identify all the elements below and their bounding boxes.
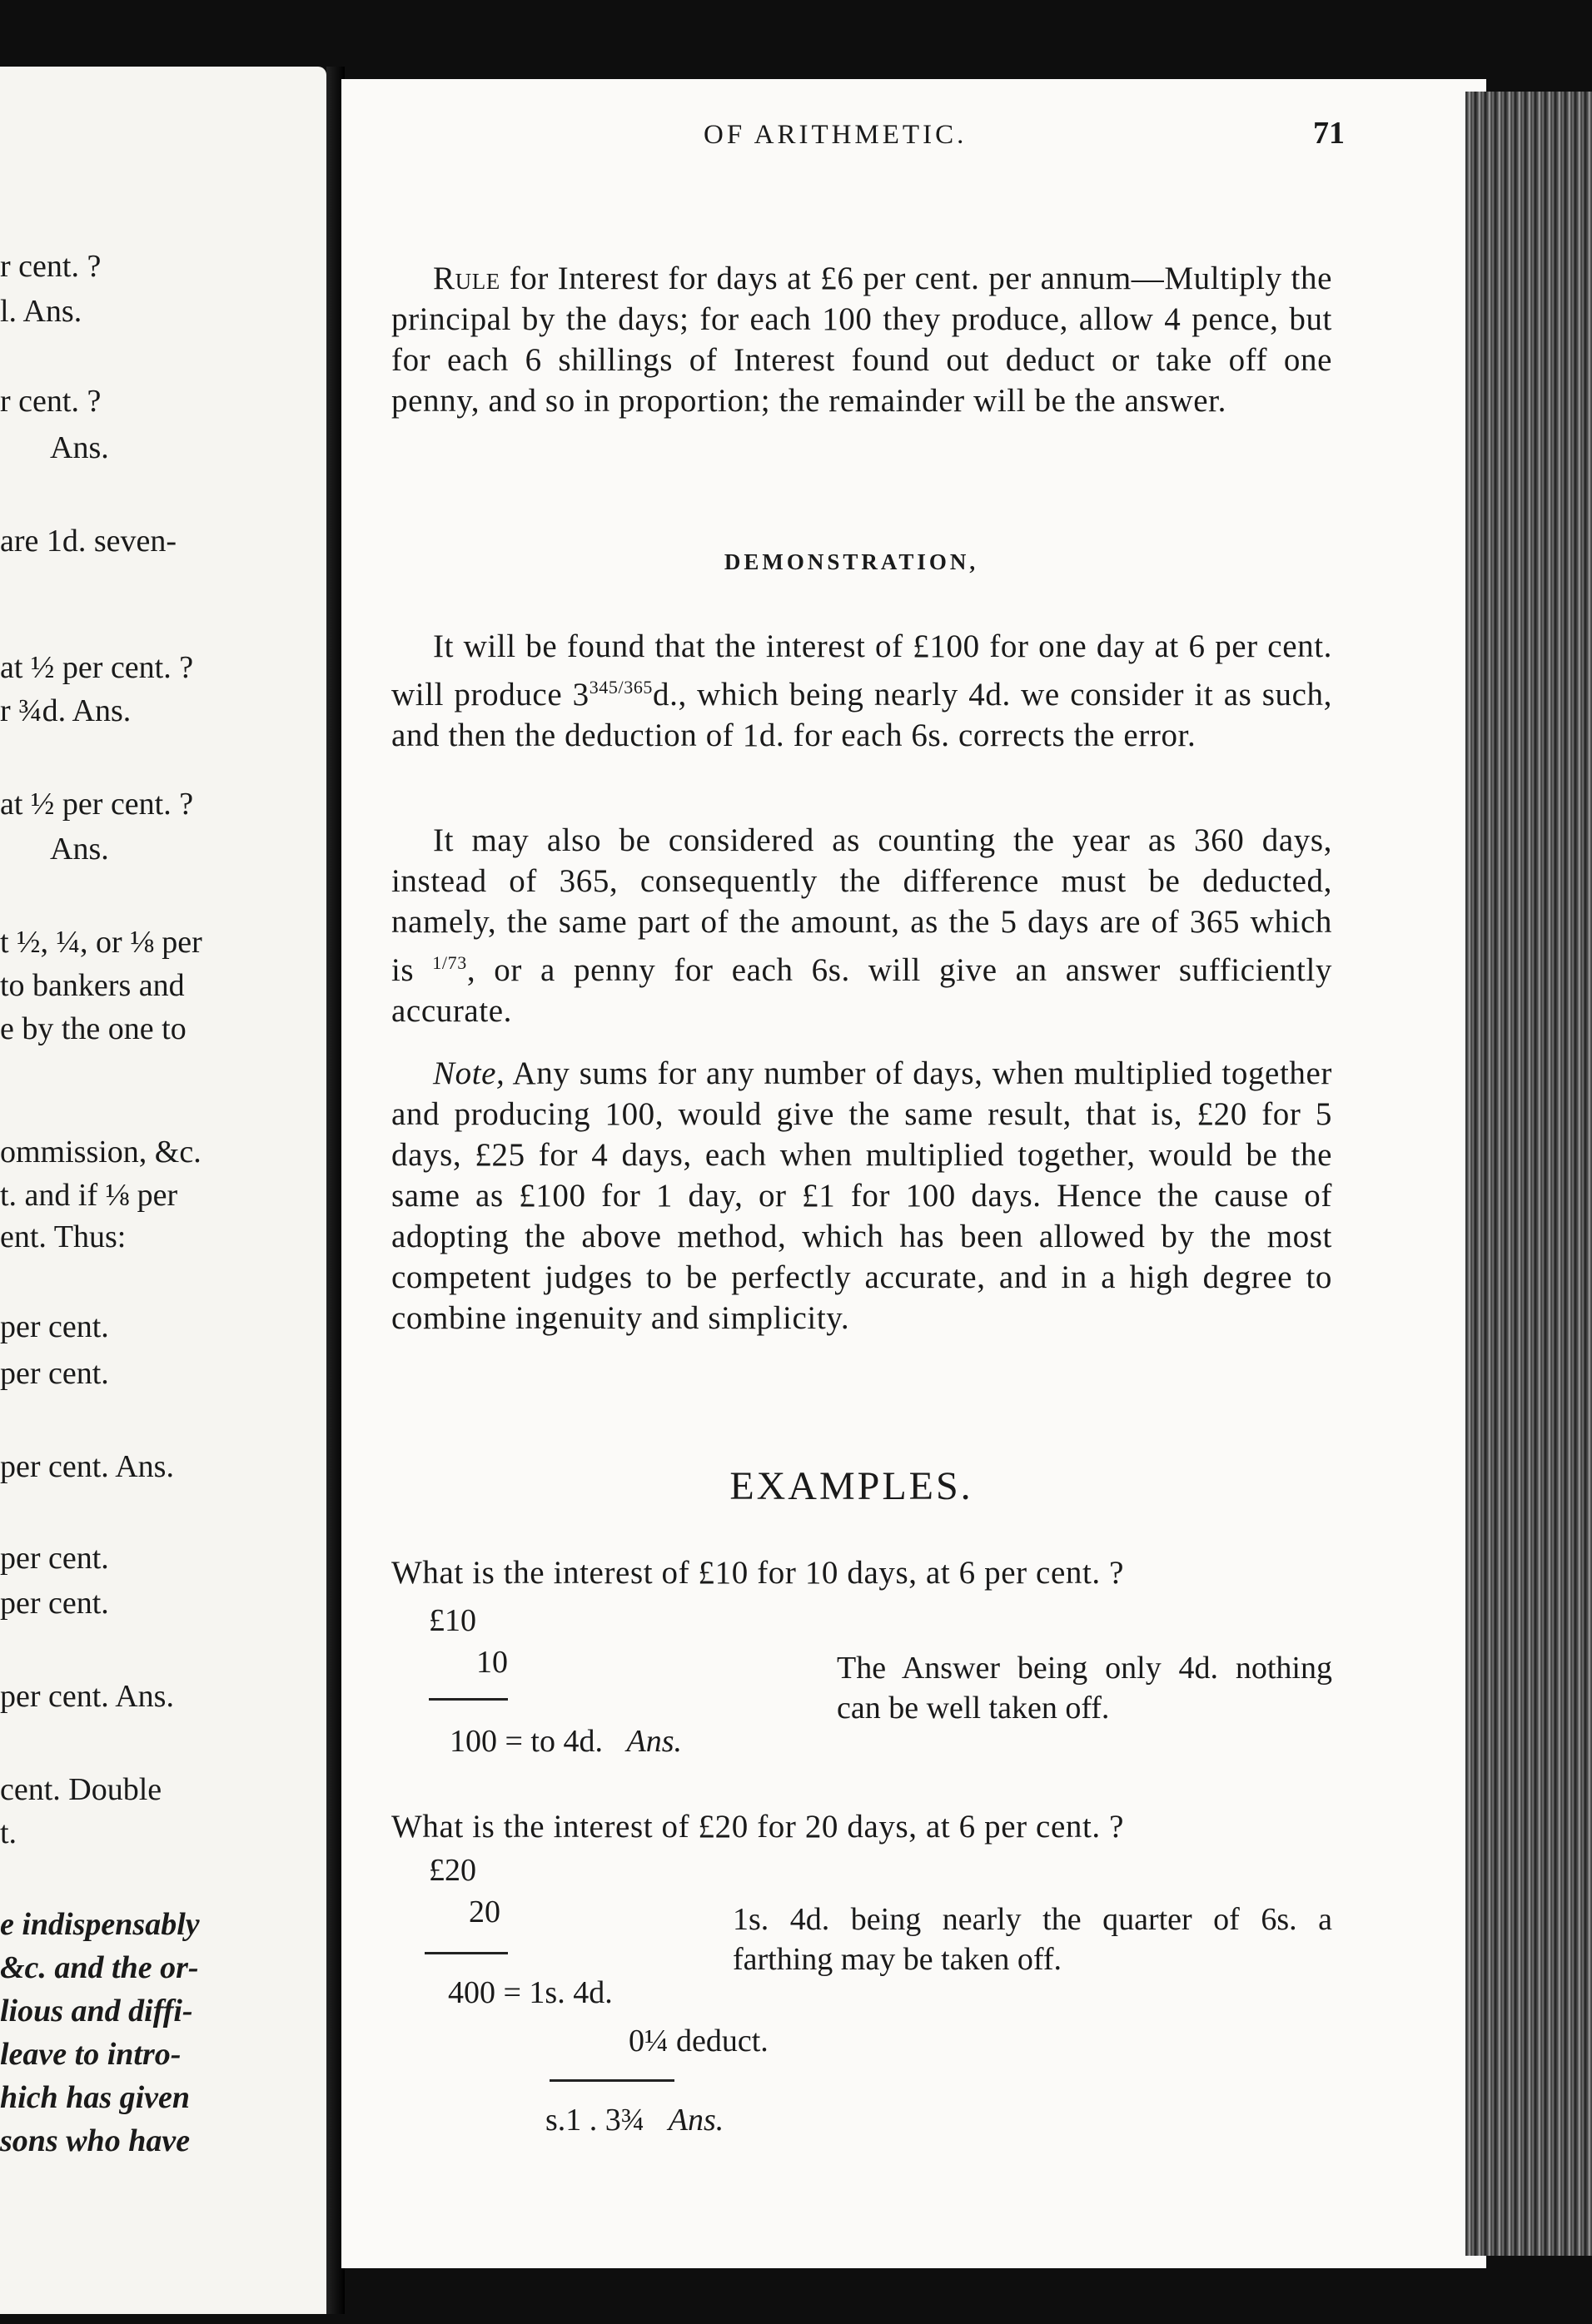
note-text: Any sums for any number of days, when multiplied together and producing 100, would give the same result, that is, £20 for 5 days, £25 for 4 days, each when multiplied together, would be the same as £100 for 1 day, or £1 for 100 days. Hence the cause of adopting the above method, which has been allowed by the most competent judges to be perfectly accurate, and in a high degree to combine ingenuity and simplicity. [391, 1055, 1332, 1336]
rule-text: for Interest for days at £6 per cent. per annum—Multiply the principal by the days; for each 100 they produce, allow 4 pence, but for each 6 shillings of Interest found out deduct or take off one penny, and so in proportion; the remainder will be the answer. [391, 261, 1332, 419]
left-page-line: at ½ per cent. ? [0, 787, 194, 822]
left-page-line: cent. Double [0, 1772, 162, 1807]
left-page-line: ent. Thus: [0, 1219, 127, 1254]
calc-line [425, 1952, 508, 1954]
example-2-question [391, 1806, 1332, 1847]
left-page-line: e by the one to [0, 1011, 187, 1046]
left-page [0, 67, 326, 2314]
fraction: 1/73 [432, 952, 467, 973]
example-1-principal: £10 [429, 1603, 476, 1638]
answer-label: Ans. [626, 1724, 682, 1759]
left-page-line: t ½, ¼, or ⅛ per [0, 925, 202, 960]
left-page-line: r cent. ? [0, 384, 102, 419]
example-2-final [545, 2102, 724, 2138]
example-1-days: 10 [476, 1645, 508, 1680]
example-2-question-text: What is the interest of £20 for 20 days, at 6 per cent. ? [391, 1809, 1125, 1845]
fraction: 345/365 [589, 677, 654, 698]
left-page-line: per cent. [0, 1586, 109, 1621]
demonstration-paragraph-2 [391, 820, 1332, 1031]
left-page-line: &c. and the or- [0, 1950, 199, 1985]
calc-line [550, 2079, 674, 2082]
left-page-line: lious and diffi- [0, 1994, 193, 2029]
calc-line [429, 1698, 508, 1701]
page-header [358, 115, 1345, 151]
example-1-result-value: 100 = to 4d. [450, 1724, 603, 1759]
example-2-note: 1s. 4d. being nearly the quarter of 6s. a farthing may be taken off. [733, 1902, 1332, 1977]
left-page-line: to bankers and [0, 968, 185, 1003]
left-page-line: at ½ per cent. ? [0, 650, 194, 685]
rule-lead: Rule [433, 261, 500, 296]
demo-p1-b: d., which being nearly 4d. we consider it as such, and then the deduction of 1d. for each 6s. corrects the error. [391, 677, 1332, 753]
left-page-line: Ans. [50, 832, 109, 867]
left-page-line: t. [0, 1815, 17, 1850]
left-page-line: e indispensably [0, 1907, 200, 1942]
rule-paragraph [391, 258, 1332, 421]
left-page-line: sons who have [0, 2123, 191, 2158]
demo-p2-a: It may also be considered as counting the year as 360 days, instead of 365, consequently the difference must be deducted, namely, the same part of the amount, as the 5 days are of 365 which is [391, 822, 1332, 988]
left-page-line: per cent. [0, 1309, 109, 1344]
left-page-line: per cent. Ans. [0, 1449, 174, 1484]
left-page-line: per cent. [0, 1356, 109, 1391]
answer-label: Ans. [668, 2103, 724, 2138]
demo-p2-b: , or a penny for each 6s. will give an answer sufficiently accurate. [391, 952, 1332, 1029]
left-page-line: t. and if ⅛ per [0, 1178, 178, 1213]
note-lead: Note, [433, 1055, 505, 1091]
left-page-line: ommission, &c. [0, 1135, 201, 1169]
left-page-line: per cent. Ans. [0, 1679, 174, 1714]
example-1-question [391, 1552, 1332, 1593]
example-2-principal: £20 [429, 1853, 476, 1888]
example-1-note: The Answer being only 4d. nothing can be well taken off. [837, 1651, 1332, 1726]
examples-heading: EXAMPLES. [729, 1464, 973, 1508]
demonstration-paragraph-1 [391, 626, 1332, 756]
example-1-result [450, 1723, 682, 1760]
running-title: OF ARITHMETIC. [704, 120, 968, 150]
left-page-line: hich has given [0, 2080, 191, 2115]
page-number: 71 [1313, 116, 1345, 151]
page-edges [1465, 92, 1592, 2256]
left-page-line: leave to intro- [0, 2037, 182, 2072]
left-page-line: l. Ans. [0, 294, 82, 329]
demonstration-heading: DEMONSTRATION, [724, 549, 979, 574]
note-paragraph [391, 1053, 1332, 1338]
demo-p1-a: It will be found that the interest of £100 for one day at 6 per cent. will produce 3 [391, 628, 1332, 713]
example-2-final-value: s.1 . 3¾ [545, 2103, 645, 2138]
left-page-line: r cent. ? [0, 249, 102, 284]
example-2-days: 20 [469, 1894, 500, 1929]
left-page-line: Ans. [50, 430, 109, 465]
left-page-line: are 1d. seven- [0, 524, 177, 559]
example-2-result: 400 = 1s. 4d. [448, 1975, 613, 2010]
example-2-deduct: 0¼ deduct. [629, 2024, 769, 2058]
left-page-line: r ¾d. Ans. [0, 693, 132, 728]
example-1-question-text: What is the interest of £10 for 10 days, at 6 per cent. ? [391, 1555, 1125, 1591]
left-page-line: per cent. [0, 1541, 109, 1576]
